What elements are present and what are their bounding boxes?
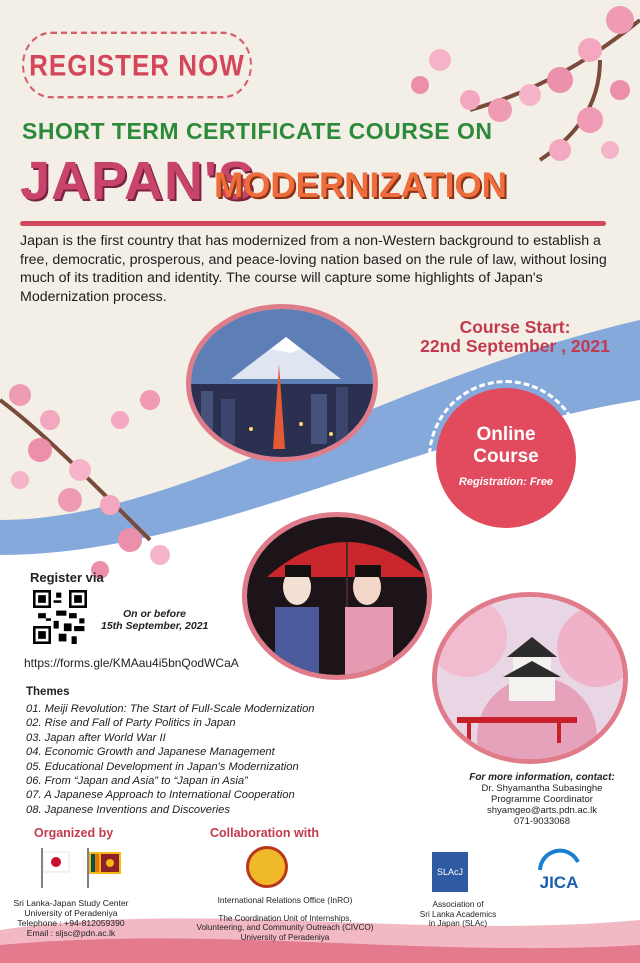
theme-item: 04. Economic Growth and Japanese Management (26, 746, 275, 759)
kimono-women-photo (242, 512, 432, 680)
qr-code-icon[interactable] (33, 590, 87, 644)
theme-item: 07. A Japanese Approach to International Cooperation (26, 789, 295, 802)
university-emblem-icon (246, 846, 288, 888)
register-now-badge[interactable]: REGISTER NOW (22, 32, 252, 99)
contact-role: Programme Coordinator (491, 794, 593, 805)
organizer-university: University of Peradeniya (24, 908, 118, 918)
inro-name: International Relations Office (InRO) (217, 895, 353, 905)
deadline-line2: 15th September, 2021 (101, 620, 209, 632)
collaboration-details (170, 896, 400, 942)
title-divider (20, 221, 606, 226)
course-start-date: 22nd September , 2021 (420, 336, 610, 356)
title-japans: JAPAN'S (20, 151, 255, 211)
civco-line2: Volunteering, and Community Outreach (CIVCO) (196, 923, 374, 933)
register-via-label: Register via (30, 570, 104, 585)
svg-text:JICA: JICA (539, 873, 579, 892)
title-modernization: MODERNIZATION (214, 166, 507, 205)
theme-item: 03. Japan after World War II (26, 731, 166, 744)
slac-line3: in Japan (SLAc) (428, 919, 488, 929)
contact-info (444, 772, 640, 827)
contact-email[interactable]: shyamgeo@arts.pdn.ac.lk (487, 805, 597, 816)
tokyo-fuji-photo (186, 304, 378, 462)
slac-details (408, 900, 508, 929)
theme-item: 01. Meiji Revolution: The Start of Full-Scale Modernization (26, 703, 315, 715)
civco-university: University of Peradeniya (240, 932, 330, 942)
slac-line1: Association of (432, 900, 484, 909)
deadline-line1: On or before (123, 608, 187, 620)
contact-phone: 071-9033068 (514, 816, 570, 827)
theme-item: 02. Rise and Fall of Party Politics in Japan (26, 717, 236, 730)
course-type-heading: SHORT TERM CERTIFICATE COURSE ON (22, 118, 493, 144)
jica-logo-icon (534, 848, 584, 896)
contact-heading: For more information, contact: (469, 772, 615, 783)
civco-line1: The Coordination Unit of Internships, (218, 913, 352, 923)
theme-item: 05. Educational Development in Japan's Modernization (26, 760, 299, 773)
collaboration-heading: Collaboration with (210, 826, 320, 840)
course-start (400, 318, 630, 356)
registration-deadline (101, 608, 208, 632)
themes-list (26, 702, 315, 817)
sri-lanka-flag-icon (86, 848, 122, 888)
theme-item: 08. Japanese Inventions and Discoveries (26, 803, 230, 816)
theme-item: 06. From “Japan and Asia” to “Japan in Asia” (26, 775, 248, 788)
online-course-badge (436, 388, 576, 528)
registration-link[interactable]: https://forms.gle/KMAau4i5bnQodWCaA (24, 656, 239, 670)
slac-line2: Sri Lanka Academics (419, 909, 497, 919)
themes-heading: Themes (26, 686, 70, 698)
intro-paragraph: Japan is the first country that has modernized from a non-Western background to establish a free, democratic, prosperous, and peace-loving nation based on the rule of law, without losing much of its tradition and identity. The course will capture some highlights of Japan's Modernization process. (20, 233, 607, 305)
course-label: Course (473, 446, 539, 467)
castle-blossom-photo (432, 592, 628, 764)
organizer-details (4, 898, 138, 938)
online-label: Online (476, 424, 536, 445)
registration-fee: Registration: Free (458, 476, 554, 488)
organized-by-heading: Organized by (34, 826, 114, 840)
slac-logo-icon: SLAcJ (432, 852, 468, 892)
organizer-email[interactable]: Email : sljsc@pdn.ac.lk (26, 928, 116, 938)
organizer-name: Sri Lanka-Japan Study Center (13, 898, 129, 908)
japan-flag-icon (40, 848, 70, 888)
course-start-label: Course Start: (459, 317, 571, 337)
contact-name: Dr. Shyamantha Subasinghe (481, 783, 603, 794)
organizer-telephone: Telephone : +94-812059390 (17, 918, 125, 928)
